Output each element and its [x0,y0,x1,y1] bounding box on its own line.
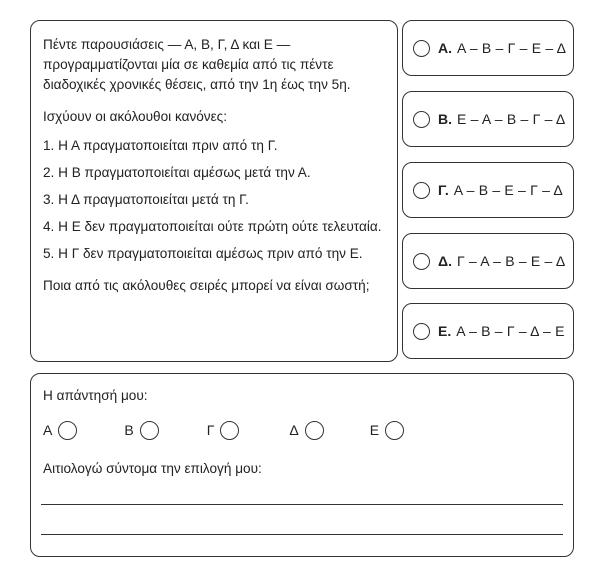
answer-choice-b[interactable] [124,421,158,440]
answer-choice-e-radio[interactable] [385,421,404,440]
rule-3: 3. Η Δ πραγματοποιείται μετά τη Γ. [43,192,249,207]
option-a[interactable] [402,20,574,76]
option-d-radio[interactable] [413,253,430,270]
option-a-sequence: Α – Β – Γ – Ε – Δ [457,40,567,56]
answer-choice-b-radio[interactable] [140,421,159,440]
option-d-letter: Δ. [438,253,452,269]
answer-write-line-1[interactable] [41,504,563,505]
justify-label: Αιτιολογώ σύντομα την επιλογή μου: [43,461,262,476]
option-b-letter: Β. [438,111,452,127]
answer-choice-a-radio[interactable] [58,421,77,440]
option-a-letter: Α. [438,40,452,56]
rule-4: 4. Η Ε δεν πραγματοποιείται ούτε πρώτη ούτε τελευταία. [43,219,382,234]
answer-choice-a-letter: Α [43,422,53,438]
question-intro: Πέντε παρουσιάσεις — Α, Β, Γ, Δ και Ε — προγραμματίζονται μία σε καθεμία από τις πέντε διαδοχικές χρονικές θέσεις, από την 1η έως την 5η. [43,37,351,92]
option-c-radio[interactable] [413,182,430,199]
option-b[interactable] [402,91,574,147]
option-b-sequence: Ε – Α – Β – Γ – Δ [457,111,566,127]
option-c[interactable] [402,162,574,218]
option-b-radio[interactable] [413,111,430,128]
option-d[interactable] [402,233,574,289]
answer-panel [30,373,574,557]
answer-choice-b-letter: Β [124,422,134,438]
option-e-letter: Ε. [438,323,452,339]
answer-choice-c[interactable] [207,421,240,440]
rule-1: 1. Η Α πραγματοποιείται πριν από τη Γ. [43,138,278,153]
option-e-radio[interactable] [413,323,430,340]
question-ask: Ποια από τις ακόλουθες σειρές μπορεί να είναι σωστή; [43,278,370,293]
answer-choice-e-letter: Ε [369,422,380,438]
rule-5: 5. Η Γ δεν πραγματοποιείται αμέσως πριν από την Ε. [43,246,363,261]
answer-choice-d[interactable] [289,421,323,440]
answer-choices [43,419,561,441]
option-a-radio[interactable] [413,40,430,57]
answer-choice-d-letter: Δ [289,422,299,438]
option-e[interactable] [402,303,574,359]
option-c-letter: Γ. [438,182,449,198]
answer-choice-a[interactable] [43,421,77,440]
answer-choice-c-radio[interactable] [220,421,239,440]
rule-2: 2. Η Β πραγματοποιείται αμέσως μετά την Α. [43,165,311,180]
answer-label: Η απάντησή μου: [43,388,148,403]
question-panel [30,20,398,362]
answer-choice-e[interactable] [370,421,404,440]
answer-write-line-2[interactable] [41,534,563,535]
option-c-sequence: Α – Β – Ε – Γ – Δ [453,182,563,198]
rules-title: Ισχύουν οι ακόλουθοι κανόνες: [43,109,227,124]
answer-choice-d-radio[interactable] [305,421,324,440]
option-d-sequence: Γ – Α – Β – Ε – Δ [456,253,566,269]
answer-choice-c-letter: Γ [206,422,215,438]
option-e-sequence: Α – Β – Γ – Δ – Ε [456,323,565,339]
